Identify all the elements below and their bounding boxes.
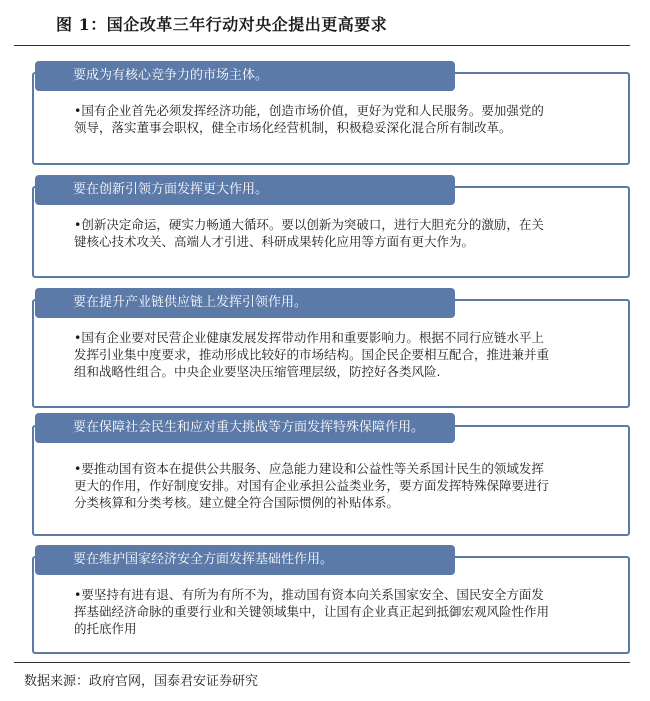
section-body-1 bbox=[74, 102, 554, 136]
figure-title: 图 1：国企改革三年行动对央企提出更高要求 bbox=[56, 15, 388, 34]
section-heading-5: 要在维护国家经济安全方面发挥基础性作用。 bbox=[35, 545, 455, 575]
bullet-icon: • bbox=[74, 330, 82, 345]
section-text-5: 要坚持有进有退、有所为有所不为，推动国有资本向关系国家安全、国民安全方面发挥基础经济命脉的重要行业和关键领域集中，让国有企业真正起到抵御宏观风险性作用的托底作用 bbox=[74, 587, 550, 636]
section-body-3 bbox=[74, 329, 554, 380]
bullet-icon: • bbox=[74, 461, 82, 476]
section-heading-3: 要在提升产业链供应链上发挥引领作用。 bbox=[35, 288, 455, 318]
section-body-2 bbox=[74, 216, 554, 250]
section-heading-4: 要在保障社会民生和应对重大挑战等方面发挥特殊保障作用。 bbox=[35, 413, 455, 443]
source-note: 数据来源：政府官网，国泰君安证券研究 bbox=[24, 674, 259, 689]
section-heading-1: 要成为有核心竞争力的市场主体。 bbox=[35, 61, 455, 91]
section-heading-2: 要在创新引领方面发挥更大作用。 bbox=[35, 175, 455, 205]
section-text-1: 国有企业首先必须发挥经济功能，创造市场价值，更好为党和人民服务。要加强党的领导，落实董事会职权，健全市场化经营机制，积极稳妥深化混合所有制改革。 bbox=[74, 103, 544, 135]
bullet-icon: • bbox=[74, 217, 82, 232]
section-body-4 bbox=[74, 460, 554, 511]
section-text-3: 国有企业要对民营企业健康发展发挥带动作用和重要影响力。根据不同行应链水平上发挥引业集中度要求，推动形成比较好的市场结构。国企民企要相互配合，推进兼并重组和战略性组合。中央企业要坚决压缩管理层级，防控好各类风险. bbox=[74, 330, 550, 379]
bullet-icon: • bbox=[74, 103, 82, 118]
section-text-2: 创新决定命运，硬实力畅通大循环。要以创新为突破口，进行大胆充分的激励，在关键核心技术攻关、高端人才引进、科研成果转化应用等方面有更大作为。 bbox=[74, 217, 544, 249]
section-body-5 bbox=[74, 586, 554, 637]
section-text-4: 要推动国有资本在提供公共服务、应急能力建设和公益性等关系国计民生的领域发挥更大的作用，作好制度安排。对国有企业承担公益类业务，要方面发挥特殊保障要进行分类核算和分类考核。建立健全符合国际惯例的补贴体系。 bbox=[74, 461, 550, 510]
bullet-icon: • bbox=[74, 587, 82, 602]
